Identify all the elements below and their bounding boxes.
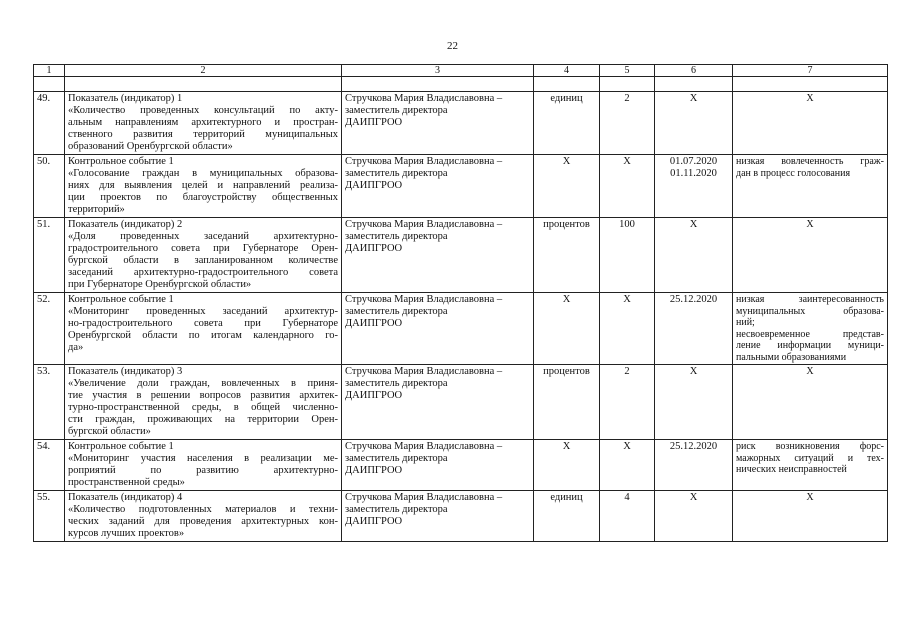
text-line: ции проектов по благоустройству общественных bbox=[68, 192, 338, 203]
text-line: 25.12.2020 bbox=[669, 294, 718, 305]
text-line: ДАИПГРОО bbox=[345, 180, 403, 191]
text-line: 25.12.2020 bbox=[669, 441, 718, 452]
target-value: 2 bbox=[600, 365, 655, 440]
text-line: пальными образованиями bbox=[736, 351, 847, 363]
text-line: градостроительного совета при Губернаторе Орен- bbox=[68, 243, 338, 254]
unit-of-measure: процентов bbox=[534, 218, 600, 293]
text-line: X bbox=[806, 366, 814, 377]
text-line: да» bbox=[68, 342, 84, 353]
page-number: 22 bbox=[447, 40, 458, 52]
risk-description bbox=[733, 440, 888, 491]
text-line: бургской области» bbox=[68, 426, 151, 437]
text-line: ческих заданий для проведения архитектурных кон- bbox=[68, 516, 338, 527]
text-line: X bbox=[689, 93, 698, 104]
column-number: 6 bbox=[655, 65, 733, 77]
table-row bbox=[34, 293, 888, 365]
text-line: Контрольное событие 1 bbox=[68, 294, 174, 305]
text-line: Показатель (индикатор) 4 bbox=[68, 492, 183, 503]
target-value: X bbox=[600, 155, 655, 218]
deadline-date bbox=[655, 92, 733, 155]
text-line: «Количество проведенных консультаций по акту- bbox=[68, 105, 338, 116]
column-number: 7 bbox=[733, 65, 888, 77]
text-line: Стручкова Мария Владиславовна – bbox=[345, 156, 503, 167]
indicator-description bbox=[65, 293, 342, 365]
text-line: дан в процесс голосования bbox=[736, 167, 851, 179]
text-line: Стручкова Мария Владиславовна – bbox=[345, 93, 503, 104]
column-number-row bbox=[34, 65, 888, 77]
row-number: 54. bbox=[34, 440, 65, 491]
text-line: «Мониторинг проведенных заседаний архитектур- bbox=[68, 306, 338, 317]
text-line: заместитель директора bbox=[345, 105, 448, 116]
deadline-date bbox=[655, 365, 733, 440]
target-value: X bbox=[600, 293, 655, 365]
text-line: X bbox=[806, 492, 814, 503]
text-line: бургской области в запланированном количестве bbox=[68, 255, 338, 266]
responsible-person bbox=[342, 365, 534, 440]
text-line: заседаний архитектурно-градостроительного совета bbox=[68, 267, 338, 278]
unit-of-measure: X bbox=[534, 440, 600, 491]
table-row bbox=[34, 440, 888, 491]
text-line: при Губернаторе Оренбургской области» bbox=[68, 279, 252, 290]
text-line: сти граждан, проживающих на территории Орен- bbox=[68, 414, 338, 425]
text-line: заместитель директора bbox=[345, 453, 448, 464]
unit-of-measure: единиц bbox=[534, 491, 600, 542]
text-line: несвоевременное представ- bbox=[736, 328, 884, 340]
text-line: заместитель директора bbox=[345, 168, 448, 179]
unit-of-measure: X bbox=[534, 155, 600, 218]
table-row bbox=[34, 218, 888, 293]
text-line: Стручкова Мария Владиславовна – bbox=[345, 366, 503, 377]
indicator-description bbox=[65, 491, 342, 542]
text-line: нических неисправностей bbox=[736, 464, 847, 475]
spacer-row bbox=[34, 77, 888, 92]
text-line: роприятий по развитию архитектурно- bbox=[68, 465, 338, 476]
row-number: 50. bbox=[34, 155, 65, 218]
table-row bbox=[34, 92, 888, 155]
text-line: мажорных ситуаций и тех- bbox=[736, 452, 884, 464]
target-value: 100 bbox=[600, 218, 655, 293]
text-line: ление информации муници- bbox=[736, 340, 884, 351]
text-line: ДАИПГРОО bbox=[345, 390, 403, 401]
text-line: Показатель (индикатор) 2 bbox=[68, 219, 183, 230]
text-line: «Голосование граждан в муниципальных образова- bbox=[68, 168, 338, 179]
text-line: «Мониторинг участия населения в реализации ме- bbox=[68, 453, 338, 464]
indicator-description bbox=[65, 440, 342, 491]
text-line: территорий» bbox=[68, 204, 125, 215]
deadline-date bbox=[655, 293, 733, 365]
text-line: «Доля проведенных заседаний архитектурно- bbox=[68, 231, 338, 242]
text-line: Показатель (индикатор) 1 bbox=[68, 93, 183, 104]
text-line: муниципальных образова- bbox=[736, 305, 884, 317]
text-line: образований Оренбургской области» bbox=[68, 141, 233, 152]
text-line: X bbox=[689, 366, 698, 377]
text-line: ДАИПГРОО bbox=[345, 318, 403, 329]
text-line: ДАИПГРОО bbox=[345, 516, 403, 527]
unit-of-measure: X bbox=[534, 293, 600, 365]
text-line: Стручкова Мария Владиславовна – bbox=[345, 441, 503, 452]
text-line: ственного развития территорий муниципальных bbox=[68, 129, 338, 140]
responsible-person bbox=[342, 440, 534, 491]
text-line: риск возникновения форс- bbox=[736, 441, 884, 452]
text-line: пространственной среды» bbox=[68, 477, 185, 488]
indicator-description bbox=[65, 155, 342, 218]
text-line: Оренбургской области по итогам календарного го- bbox=[68, 330, 338, 341]
target-value: 2 bbox=[600, 92, 655, 155]
responsible-person bbox=[342, 218, 534, 293]
deadline-date bbox=[655, 491, 733, 542]
text-line: 01.07.2020 bbox=[669, 156, 718, 167]
unit-of-measure: единиц bbox=[534, 92, 600, 155]
column-number: 1 bbox=[34, 65, 65, 77]
responsible-person bbox=[342, 293, 534, 365]
risk-description bbox=[733, 491, 888, 542]
risk-description bbox=[733, 92, 888, 155]
text-line: Стручкова Мария Владиславовна – bbox=[345, 492, 503, 503]
deadline-date bbox=[655, 155, 733, 218]
deadline-date bbox=[655, 218, 733, 293]
column-number: 2 bbox=[65, 65, 342, 77]
risk-description bbox=[733, 218, 888, 293]
table-row bbox=[34, 365, 888, 440]
text-line: Показатель (индикатор) 3 bbox=[68, 366, 183, 377]
text-line: заместитель директора bbox=[345, 504, 448, 515]
row-number: 55. bbox=[34, 491, 65, 542]
responsible-person bbox=[342, 92, 534, 155]
text-line: Стручкова Мария Владиславовна – bbox=[345, 294, 503, 305]
activity-table bbox=[33, 64, 888, 542]
text-line: X bbox=[689, 219, 698, 230]
column-number: 3 bbox=[342, 65, 534, 77]
row-number: 52. bbox=[34, 293, 65, 365]
responsible-person bbox=[342, 491, 534, 542]
indicator-description bbox=[65, 218, 342, 293]
responsible-person bbox=[342, 155, 534, 218]
row-number: 53. bbox=[34, 365, 65, 440]
deadline-date bbox=[655, 440, 733, 491]
text-line: тие участия в решении вопросов развития архитек- bbox=[68, 390, 338, 401]
text-line: ДАИПГРОО bbox=[345, 465, 403, 476]
column-number: 4 bbox=[534, 65, 600, 77]
text-line: 01.11.2020 bbox=[670, 168, 717, 179]
text-line: низкая вовлеченность граж- bbox=[736, 156, 884, 167]
text-line: низкая заинтересованность bbox=[736, 294, 884, 305]
text-line: курсов лучших проектов» bbox=[68, 528, 185, 539]
text-line: Стручкова Мария Владиславовна – bbox=[345, 219, 503, 230]
row-number: 49. bbox=[34, 92, 65, 155]
text-line: но-градостроительного совета при Губернаторе bbox=[68, 318, 338, 329]
target-value: 4 bbox=[600, 491, 655, 542]
row-number: 51. bbox=[34, 218, 65, 293]
text-line: турно-пространственной среды, в общей численно- bbox=[68, 402, 338, 413]
target-value: X bbox=[600, 440, 655, 491]
indicator-description bbox=[65, 92, 342, 155]
text-line: ниях для выявления целей и направлений реализа- bbox=[68, 180, 338, 191]
table-row bbox=[34, 155, 888, 218]
unit-of-measure: процентов bbox=[534, 365, 600, 440]
text-line: заместитель директора bbox=[345, 378, 448, 389]
risk-description bbox=[733, 293, 888, 365]
risk-description bbox=[733, 365, 888, 440]
text-line: ДАИПГРОО bbox=[345, 117, 403, 128]
text-line: ДАИПГРОО bbox=[345, 243, 403, 254]
text-line: альным направлениям архитектурного и простран- bbox=[68, 117, 338, 128]
text-line: Контрольное событие 1 bbox=[68, 441, 174, 452]
text-line: Контрольное событие 1 bbox=[68, 156, 174, 167]
text-line: X bbox=[689, 492, 698, 503]
text-line: заместитель директора bbox=[345, 306, 448, 317]
table-row bbox=[34, 491, 888, 542]
text-line: «Увеличение доли граждан, вовлеченных в приня- bbox=[68, 378, 338, 389]
text-line: ний; bbox=[736, 317, 755, 328]
text-line: X bbox=[806, 93, 814, 104]
column-number: 5 bbox=[600, 65, 655, 77]
indicator-description bbox=[65, 365, 342, 440]
text-line: X bbox=[806, 219, 814, 230]
risk-description bbox=[733, 155, 888, 218]
text-line: заместитель директора bbox=[345, 231, 448, 242]
text-line: «Количество подготовленных материалов и техни- bbox=[68, 504, 338, 515]
